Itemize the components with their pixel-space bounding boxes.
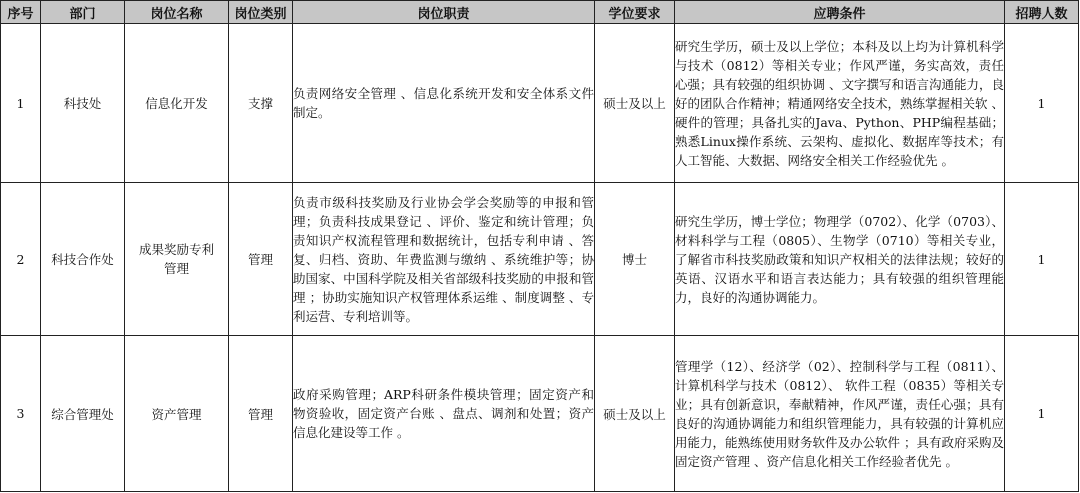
cell-index: 1 — [1, 24, 41, 183]
cell-count: 1 — [1005, 24, 1079, 183]
table-row — [1, 336, 1079, 492]
header-requirement: 应聘条件 — [675, 1, 1005, 24]
cell-count: 1 — [1005, 336, 1079, 492]
cell-index: 2 — [1, 183, 41, 336]
cell-department: 综合管理处 — [41, 336, 125, 492]
cell-degree: 硕士及以上 — [595, 24, 675, 183]
header-count: 招聘人数 — [1005, 1, 1079, 24]
cell-position — [125, 183, 229, 336]
cell-duty — [293, 24, 595, 183]
table-row — [1, 24, 1079, 183]
header-department: 部门 — [41, 1, 125, 24]
cell-category: 管理 — [229, 336, 293, 492]
header-degree: 学位要求 — [595, 1, 675, 24]
duty-text: 负责网络安全管理 、信息化系统开发和安全体系文件制定。 — [293, 86, 594, 120]
cell-department: 科技处 — [41, 24, 125, 183]
cell-index: 3 — [1, 336, 41, 492]
header-index: 序号 — [1, 1, 41, 24]
cell-degree: 硕士及以上 — [595, 336, 675, 492]
cell-degree: 博士 — [595, 183, 675, 336]
requirement-text: 管理学（12）、经济学（02）、控制科学与工程（0811）、 计算机科学与技术（0812）、 软件工程（0835）等相关专业；具有创新意识，奉献精神，作风严谨，责任心强；具有良好的沟通协调能力和组织管理能力，具有较强的计算机应用能力，能熟练使用财务软件及办公软件 ；具有政府采购及固定资产管理 、资产信息化相关工作经验者优先 。 — [675, 358, 1004, 469]
cell-count: 1 — [1005, 183, 1079, 336]
cell-category: 管理 — [229, 183, 293, 336]
cell-duty — [293, 336, 595, 492]
cell-requirement — [675, 336, 1005, 492]
table-row — [1, 183, 1079, 336]
header-duty: 岗位职责 — [293, 1, 595, 24]
cell-position: 资产管理 — [125, 336, 229, 492]
cell-category: 支撑 — [229, 24, 293, 183]
table-header-row — [1, 1, 1079, 24]
header-category: 岗位类别 — [229, 1, 293, 24]
cell-duty — [293, 183, 595, 336]
duty-text: 负责市级科技奖励及行业协会学会奖励等的申报和管理；负责科技成果登记 、评价、鉴定和统计管理；负责知识产权流程管理和数据统计，包括专利申请 、答复、归档、资助、年费监测与缴纳 、系统维护等；协助国家、中国科学院及相关省部级科技奖励的申报和管理 ；协助实施知识产权管理体系运维 、制度调整 、专利运营、专利培训等。 — [293, 194, 594, 324]
position-text: 成果奖励专利管理 — [138, 242, 214, 276]
cell-position: 信息化开发 — [125, 24, 229, 183]
cell-requirement — [675, 24, 1005, 183]
header-position: 岗位名称 — [125, 1, 229, 24]
requirement-text: 研究生学历，博士学位；物理学（0702）、化学（0703）、材料科学与工程（0805）、生物学（0710）等相关专业，了解省市科技奖励政策和知识产权相关的法律法规；较好的英语、汉语水平和语言表达能力；具有较强的组织管理能力，良好的沟通协调能力。 — [675, 213, 1004, 305]
requirement-text: 研究生学历，硕士及以上学位；本科及以上均为计算机科学与技术（0812）等相关专业；作风严谨，务实高效，责任心强；具有较强的组织协调 、文字撰写和语言沟通能力，良好的团队合作精神；精通网络安全技术，熟练掌握相关软 、硬件的管理；具备扎实的Java、Python、PHP编程基础；熟悉Linux操作系统、云架构、虚拟化、数据库等技术；有人工智能、大数据、网络安全相关工作经验优先 。 — [675, 38, 1004, 168]
cell-requirement — [675, 183, 1005, 336]
duty-text: 政府采购管理；ARP科研条件模块管理；固定资产和物资验收，固定资产台账 、盘点、调剂和处置；资产信息化建设等工作 。 — [293, 387, 594, 440]
cell-department: 科技合作处 — [41, 183, 125, 336]
